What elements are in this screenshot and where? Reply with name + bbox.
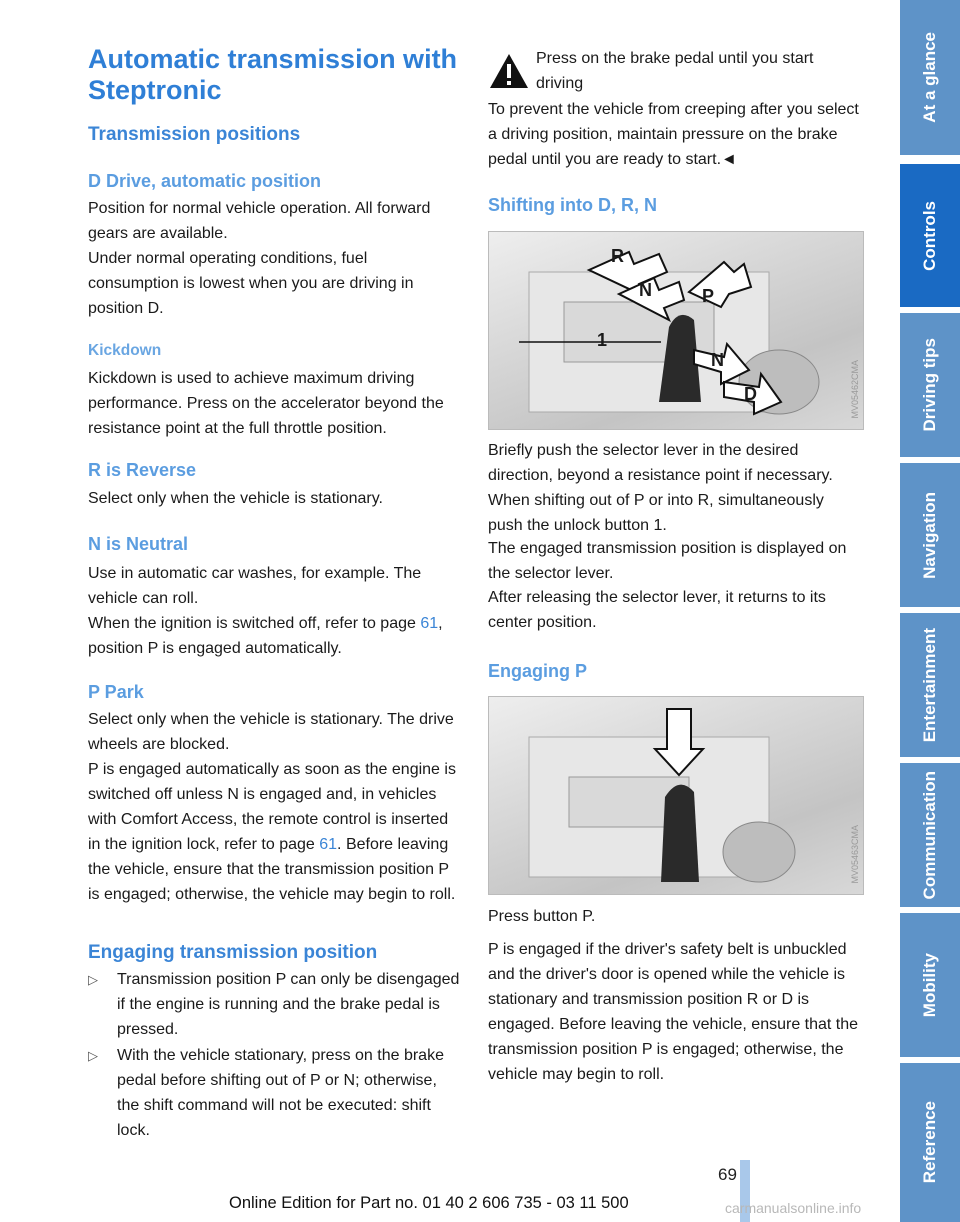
button-p-image [488,696,864,895]
image-code: MV05463CMA [850,825,860,884]
paragraph-press-button: Press button P. [488,908,596,925]
tab-navigation[interactable]: Navigation [900,463,960,607]
heading-reverse: R is Reverse [88,460,197,480]
paragraph-drive-2: Under normal operating conditions, fuel consumption is lowest when you are driving in position D. [88,250,414,317]
heading-park: P Park [88,682,144,702]
tab-mobility[interactable]: Mobility [900,913,960,1057]
page-number: 69 [718,1165,737,1184]
heading-engaging-transmission: Engaging transmission position [88,942,378,963]
chapter-sidebar [899,0,960,1222]
tab-driving-tips[interactable]: Driving tips [900,313,960,457]
label-r: R [611,246,624,266]
page-link-61[interactable]: 61 [420,615,439,632]
paragraph-shift-3: After releasing the selector lever, it returns to its center position. [488,589,826,631]
paragraph-park-2: P is engaged automatically as soon as the engine is switched off unless N is engaged and, in vehicles with Comfort Access, the remote control is inserted in the ignition lock, refer to page 61. Before leaving the vehicle, ensure that the transmission position P is engaged; otherwise, the vehicle may begin to roll. [88,761,456,903]
bullet-triangle-icon: ▷ [88,972,98,987]
bullet-triangle-icon: ▷ [88,1048,98,1063]
tab-reference[interactable]: Reference [900,1063,960,1222]
paragraph-drive-1: Position for normal vehicle operation. All forward gears are available. [88,200,431,242]
tab-communication[interactable]: Communication [900,763,960,907]
paragraph-neutral-2: When the ignition is switched off, refer to page 61, position P is engaged automatically. [88,615,443,657]
selector-lever-shift-image [488,231,864,430]
label-p: P [702,286,715,306]
label-n-top: N [639,280,652,300]
heading-drive: D Drive, automatic position [88,171,322,191]
tab-at-a-glance[interactable]: At a glance [900,0,960,155]
paragraph-p-engaged: P is engaged if the driver's safety belt is unbuckled and the driver's door is opened while the vehicle is stationary and transmission position R or D is engaged. Before leaving the vehicle, ensure that the transmission position P is engaged; otherwise, the vehicle may begin to roll. [488,941,859,1083]
heading-engaging-p: Engaging P [488,661,587,681]
warning-icon [488,52,530,90]
paragraph-neutral-1: Use in automatic car washes, for example. The vehicle can roll. [88,565,422,607]
warning-text: Press on the brake pedal until you start driving [536,50,814,92]
paragraph-creep: To prevent the vehicle from creeping after you select a driving position, maintain pressure on the brake pedal until you are ready to start.◄ [488,101,859,168]
paragraph-park-1: Select only when the vehicle is stationary. The drive wheels are blocked. [88,711,454,753]
heading-shifting: Shifting into D, R, N [488,195,657,215]
heading-kickdown: Kickdown [88,342,162,359]
paragraph-shift-1: Briefly push the selector lever in the desired direction, beyond a resistance point if necessary. When shifting out of P or into R, simultaneously push the unlock button 1. [488,442,833,534]
tab-controls[interactable]: Controls [900,164,960,307]
footer-edition: Online Edition for Part no. 01 40 2 606 735 - 03 11 500 [229,1194,629,1212]
image-code: MV05462CMA [850,360,860,419]
heading-neutral: N is Neutral [88,534,189,554]
label-d: D [744,384,757,404]
tab-entertainment[interactable]: Entertainment [900,613,960,757]
page-link-61[interactable]: 61 [319,836,338,853]
label-n-bottom: N [711,350,724,370]
page-title: Automatic transmission with Steptronic [88,44,458,105]
paragraph-kickdown: Kickdown is used to achieve maximum driving performance. Press on the accelerator beyond the resistance point at the full throttle position. [88,370,444,437]
paragraph-reverse: Select only when the vehicle is stationary. [88,490,383,507]
label-unlock-button: 1 [597,330,608,350]
paragraph-shift-2: The engaged transmission position is displayed on the selector lever. [488,540,847,582]
heading-transmission-positions: Transmission positions [88,124,301,145]
watermark: carmanualsonline.info [725,1200,862,1216]
